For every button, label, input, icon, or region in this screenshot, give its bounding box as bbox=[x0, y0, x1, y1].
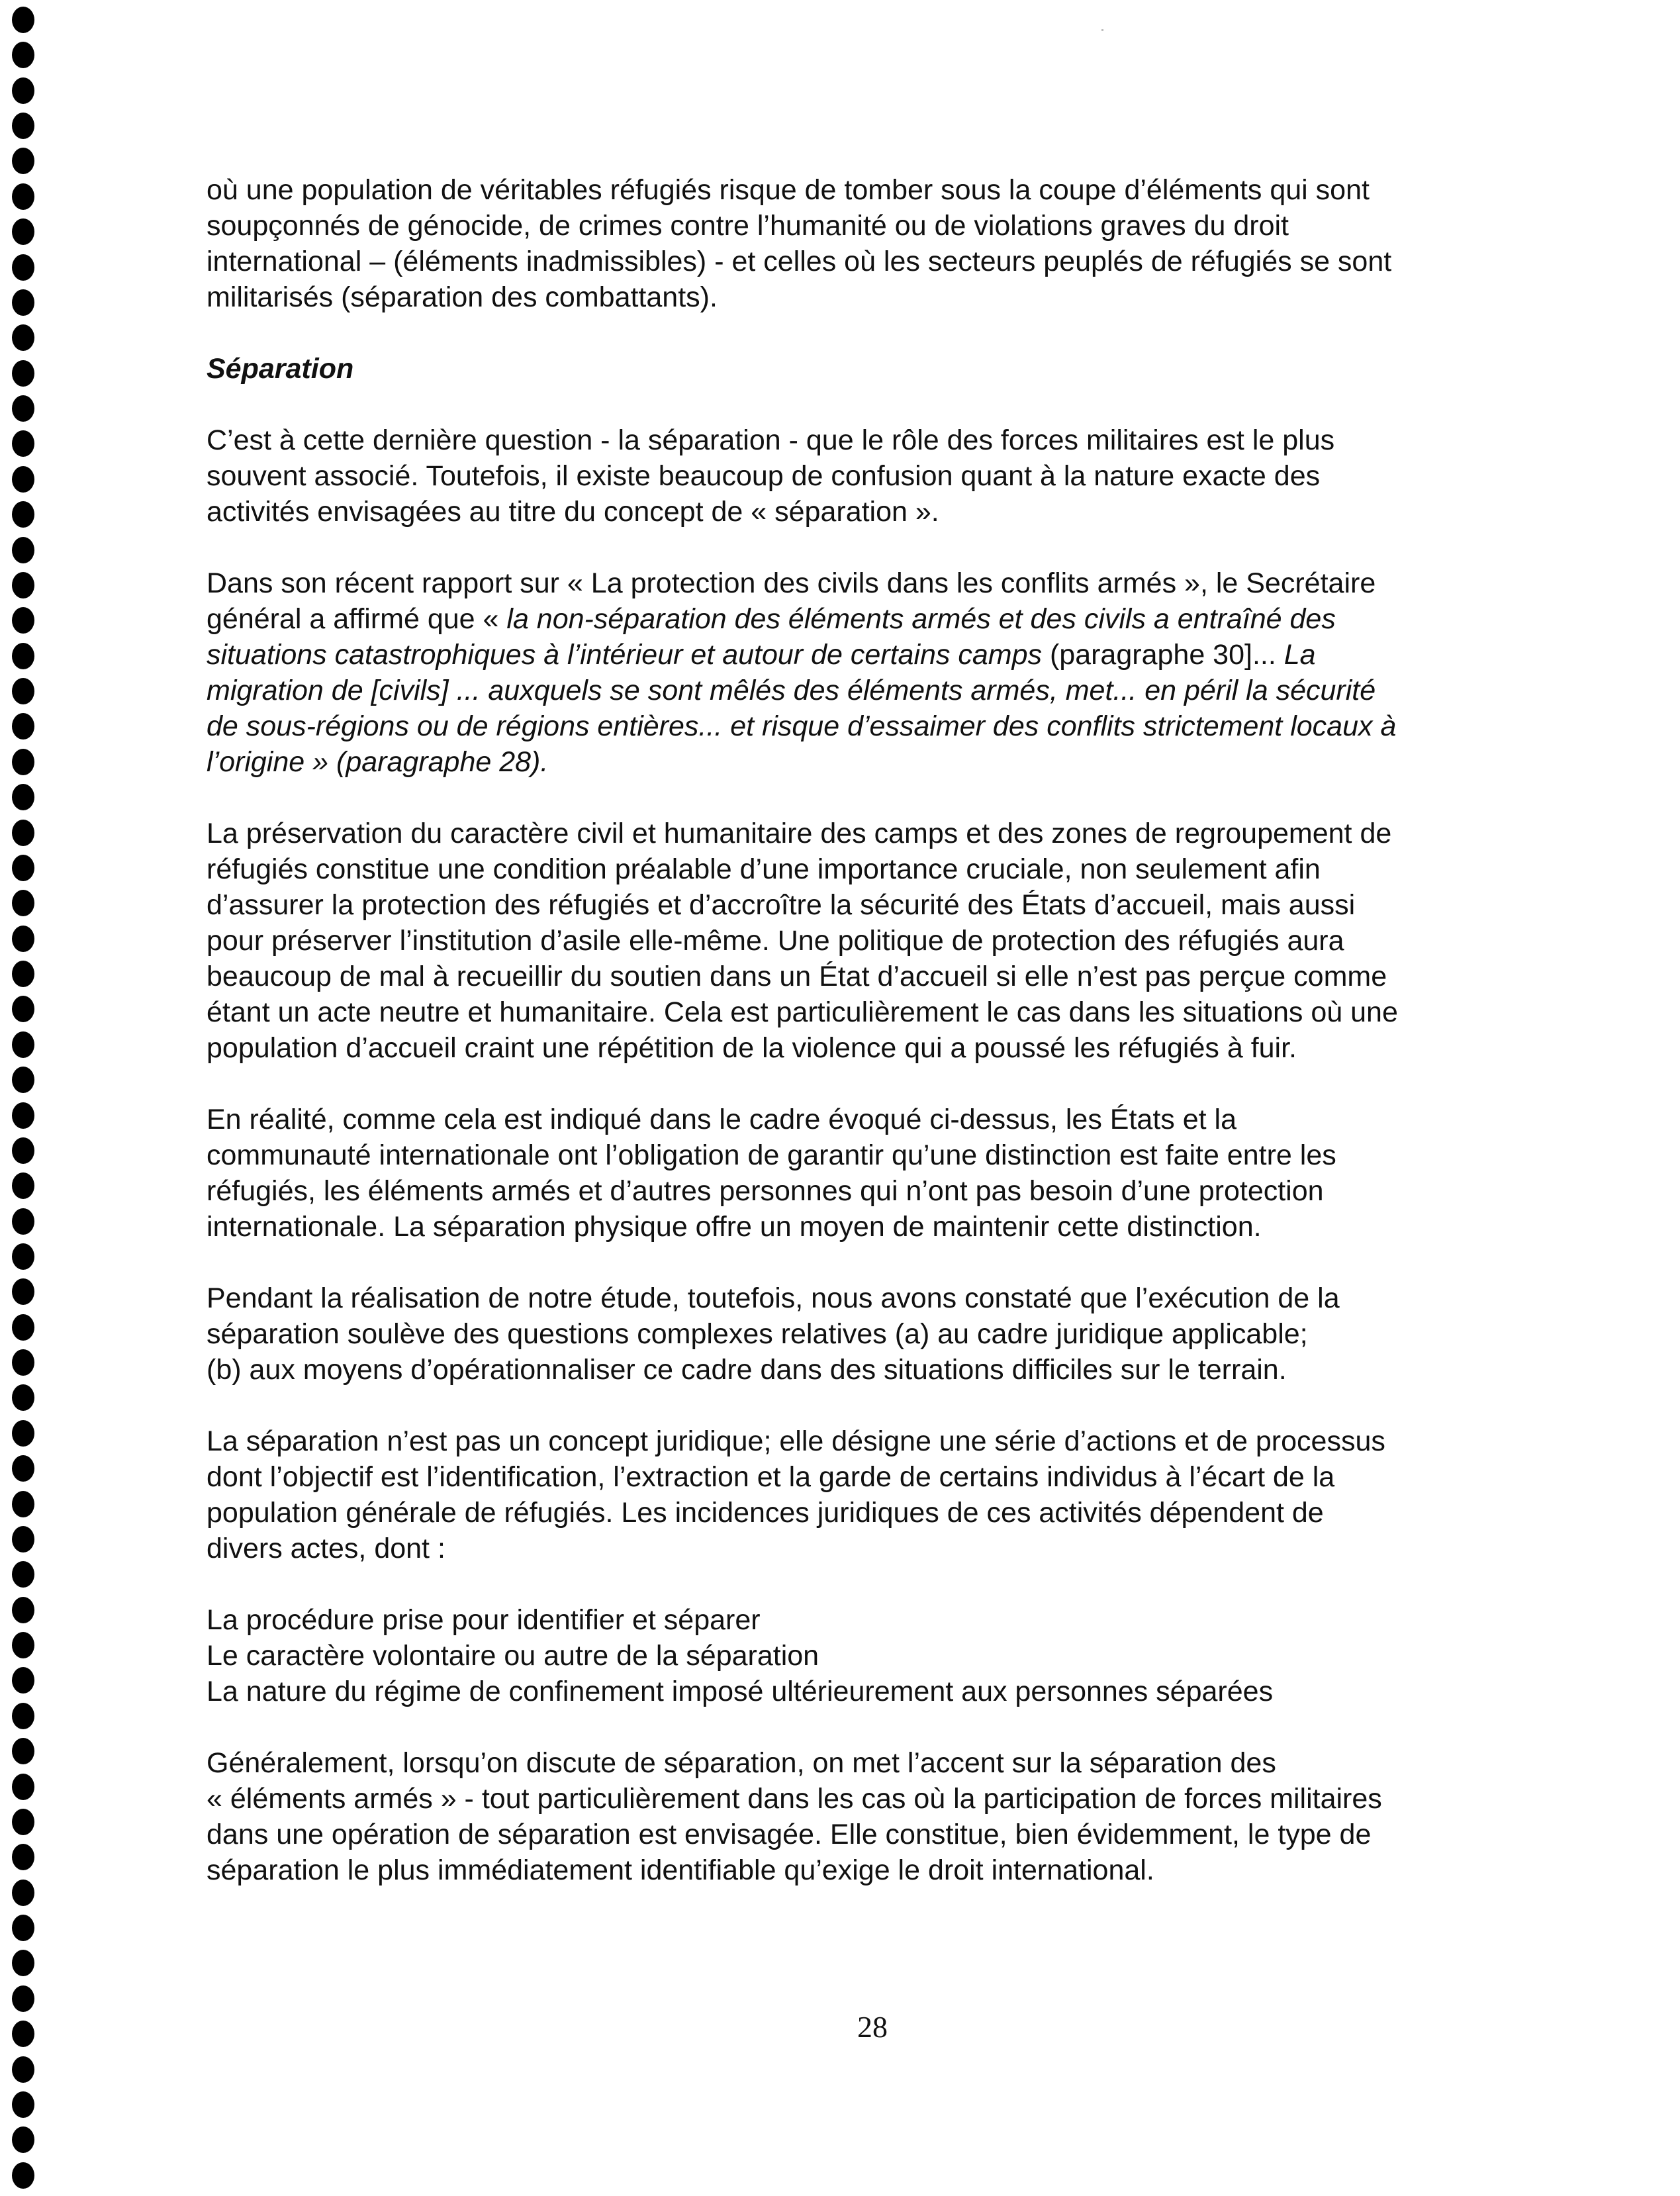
text-line: (b) aux moyens d’opérationnaliser ce cadre dans des situations difficiles sur le terrain. bbox=[207, 1354, 1287, 1386]
paragraph-8 bbox=[207, 1745, 1517, 1888]
binding-hole bbox=[12, 1420, 34, 1447]
text-line: « éléments armés » - tout particulièrement dans les cas où la participation de forces militaires bbox=[207, 1783, 1382, 1815]
text-line: divers actes, dont : bbox=[207, 1533, 445, 1564]
binding-hole bbox=[12, 1809, 34, 1835]
binding-holes bbox=[4, 3, 38, 2193]
binding-hole bbox=[12, 42, 34, 68]
paragraph-6 bbox=[207, 1280, 1517, 1388]
text-line: C’est à cette dernière question - la séparation - que le rôle des forces militaires est le plus bbox=[207, 424, 1335, 456]
actions-list bbox=[207, 1602, 1517, 1709]
binding-hole bbox=[12, 1455, 34, 1482]
binding-hole bbox=[12, 2091, 34, 2118]
binding-hole bbox=[12, 1031, 34, 1058]
binding-hole bbox=[12, 1102, 34, 1129]
page-body bbox=[207, 172, 1517, 1924]
binding-hole bbox=[12, 148, 34, 174]
binding-hole bbox=[12, 183, 34, 210]
section-heading-text: Séparation bbox=[207, 353, 354, 385]
binding-hole bbox=[12, 1526, 34, 1552]
binding-hole bbox=[12, 1067, 34, 1093]
page-number: 28 bbox=[857, 2010, 888, 2044]
text-run: (paragraphe 30]... bbox=[1042, 639, 1284, 671]
binding-hole bbox=[12, 1738, 34, 1764]
binding-hole bbox=[12, 324, 34, 351]
list-item: Le caractère volontaire ou autre de la séparation bbox=[207, 1640, 819, 1672]
binding-hole bbox=[12, 218, 34, 245]
binding-hole bbox=[12, 1950, 34, 1976]
paragraph-3-quote bbox=[207, 565, 1517, 780]
binding-hole bbox=[12, 2162, 34, 2189]
quote-text-run: situations catastrophiques à l’intérieur et autour de certains camps bbox=[207, 639, 1043, 671]
section-heading bbox=[207, 351, 1517, 387]
binding-hole bbox=[12, 607, 34, 634]
binding-hole bbox=[12, 2126, 34, 2153]
text-line: réfugiés, les éléments armés et d’autres personnes qui n’ont pas besoin d’une protection bbox=[207, 1175, 1324, 1207]
binding-hole bbox=[12, 2021, 34, 2047]
binding-hole bbox=[12, 1844, 34, 1870]
binding-hole bbox=[12, 501, 34, 528]
binding-hole bbox=[12, 1137, 34, 1164]
binding-hole bbox=[12, 961, 34, 987]
binding-hole bbox=[12, 289, 34, 316]
binding-hole bbox=[12, 1278, 34, 1305]
binding-hole bbox=[12, 1491, 34, 1517]
binding-hole bbox=[12, 1314, 34, 1341]
binding-hole bbox=[12, 820, 34, 846]
binding-hole bbox=[12, 855, 34, 881]
text-line: d’assurer la protection des réfugiés et d’accroître la sécurité des États d’accueil, mais aussi bbox=[207, 889, 1356, 921]
text-line: Généralement, lorsqu’on discute de séparation, on met l’accent sur la séparation des bbox=[207, 1747, 1276, 1779]
quote-text-run: La bbox=[1283, 639, 1316, 671]
binding-hole bbox=[12, 1172, 34, 1199]
binding-hole bbox=[12, 360, 34, 387]
binding-hole bbox=[12, 749, 34, 775]
text-line: La séparation n’est pas un concept juridique; elle désigne une série d’actions et de processus bbox=[207, 1425, 1385, 1457]
text-line: En réalité, comme cela est indiqué dans le cadre évoqué ci-dessus, les États et la bbox=[207, 1104, 1237, 1135]
text-line: où une population de véritables réfugiés risque de tomber sous la coupe d’éléments qui sont bbox=[207, 174, 1370, 206]
binding-hole bbox=[12, 395, 34, 422]
binding-hole bbox=[12, 1880, 34, 1906]
text-line: souvent associé. Toutefois, il existe beaucoup de confusion quant à la nature exacte des bbox=[207, 460, 1321, 492]
binding-hole bbox=[12, 890, 34, 916]
binding-hole bbox=[12, 254, 34, 281]
text-line: réfugiés constitue une condition préalable d’une importance cruciale, non seulement afin bbox=[207, 853, 1321, 885]
binding-hole bbox=[12, 996, 34, 1022]
quote-text-run: la non-séparation des éléments armés et des civils a entraîné des bbox=[506, 603, 1336, 635]
quote-line: l’origine » (paragraphe 28). bbox=[207, 746, 549, 778]
binding-hole bbox=[12, 1243, 34, 1270]
binding-hole bbox=[12, 430, 34, 457]
text-line bbox=[207, 601, 1517, 637]
text-line: dans une opération de séparation est envisagée. Elle constitue, bien évidemment, le type de bbox=[207, 1819, 1372, 1850]
text-line: militarisés (séparation des combattants). bbox=[207, 281, 718, 313]
quote-line: de sous-régions ou de régions entières... et risque d’essaimer des conflits strictement locaux à bbox=[207, 710, 1397, 742]
binding-hole bbox=[12, 1597, 34, 1623]
binding-hole bbox=[12, 466, 34, 493]
paragraph-7 bbox=[207, 1423, 1517, 1566]
text-line: dont l’objectif est l’identification, l’extraction et la garde de certains individus à l’écart de la bbox=[207, 1461, 1335, 1493]
text-line: population générale de réfugiés. Les incidences juridiques de ces activités dépendent de bbox=[207, 1497, 1324, 1529]
binding-hole bbox=[12, 1349, 34, 1376]
binding-hole bbox=[12, 2056, 34, 2083]
text-line: international – (éléments inadmissibles) - et celles où les secteurs peuplés de réfugiés se sont bbox=[207, 246, 1392, 277]
binding-hole bbox=[12, 77, 34, 104]
binding-hole bbox=[12, 1915, 34, 1941]
paragraph-5 bbox=[207, 1102, 1517, 1245]
text-run: général a affirmé que « bbox=[207, 603, 507, 635]
binding-hole bbox=[12, 1208, 34, 1235]
text-line: population d’accueil craint une répétition de la violence qui a poussé les réfugiés à fuir. bbox=[207, 1032, 1297, 1064]
text-line: soupçonnés de génocide, de crimes contre l’humanité ou de violations graves du droit bbox=[207, 210, 1289, 242]
binding-hole bbox=[12, 926, 34, 952]
list-item: La nature du régime de confinement imposé ultérieurement aux personnes séparées bbox=[207, 1676, 1274, 1707]
binding-hole bbox=[12, 1774, 34, 1800]
paragraph-1 bbox=[207, 172, 1517, 315]
list-item: La procédure prise pour identifier et séparer bbox=[207, 1604, 761, 1636]
binding-hole bbox=[12, 537, 34, 563]
binding-hole bbox=[12, 713, 34, 740]
text-line: Pendant la réalisation de notre étude, toutefois, nous avons constaté que l’exécution de la bbox=[207, 1282, 1340, 1314]
quote-line: migration de [civils] ... auxquels se sont mêlés des éléments armés, met... en péril la sécurité bbox=[207, 675, 1376, 706]
text-line: activités envisagées au titre du concept de « séparation ». bbox=[207, 496, 939, 528]
text-line: séparation soulève des questions complexes relatives (a) au cadre juridique applicable; bbox=[207, 1318, 1308, 1350]
binding-hole bbox=[12, 1703, 34, 1729]
binding-hole bbox=[12, 784, 34, 810]
binding-hole bbox=[12, 7, 34, 33]
text-line: pour préserver l’institution d’asile elle-même. Une politique de protection des réfugiés aura bbox=[207, 925, 1344, 957]
text-line: La préservation du caractère civil et humanitaire des camps et des zones de regroupement de bbox=[207, 818, 1392, 849]
binding-hole bbox=[12, 1561, 34, 1588]
binding-hole bbox=[12, 678, 34, 704]
text-line bbox=[207, 637, 1517, 673]
text-line: internationale. La séparation physique offre un moyen de maintenir cette distinction. bbox=[207, 1211, 1262, 1243]
binding-hole bbox=[12, 572, 34, 598]
text-line: beaucoup de mal à recueillir du soutien dans un État d’accueil si elle n’est pas perçue comme bbox=[207, 961, 1387, 992]
binding-hole bbox=[12, 1632, 34, 1658]
scan-speck bbox=[1101, 29, 1103, 31]
binding-hole bbox=[12, 643, 34, 669]
text-line: communauté internationale ont l’obligation de garantir qu’une distinction est faite entre les bbox=[207, 1139, 1336, 1171]
binding-hole bbox=[12, 1667, 34, 1694]
binding-hole bbox=[12, 113, 34, 139]
paragraph-4 bbox=[207, 816, 1517, 1066]
binding-hole bbox=[12, 1985, 34, 2012]
binding-hole bbox=[12, 1384, 34, 1411]
text-line: séparation le plus immédiatement identifiable qu’exige le droit international. bbox=[207, 1854, 1154, 1886]
text-line: Dans son récent rapport sur « La protection des civils dans les conflits armés », le Secrétaire bbox=[207, 567, 1376, 599]
text-line: étant un acte neutre et humanitaire. Cela est particulièrement le cas dans les situations où une bbox=[207, 996, 1398, 1028]
paragraph-2 bbox=[207, 422, 1517, 530]
